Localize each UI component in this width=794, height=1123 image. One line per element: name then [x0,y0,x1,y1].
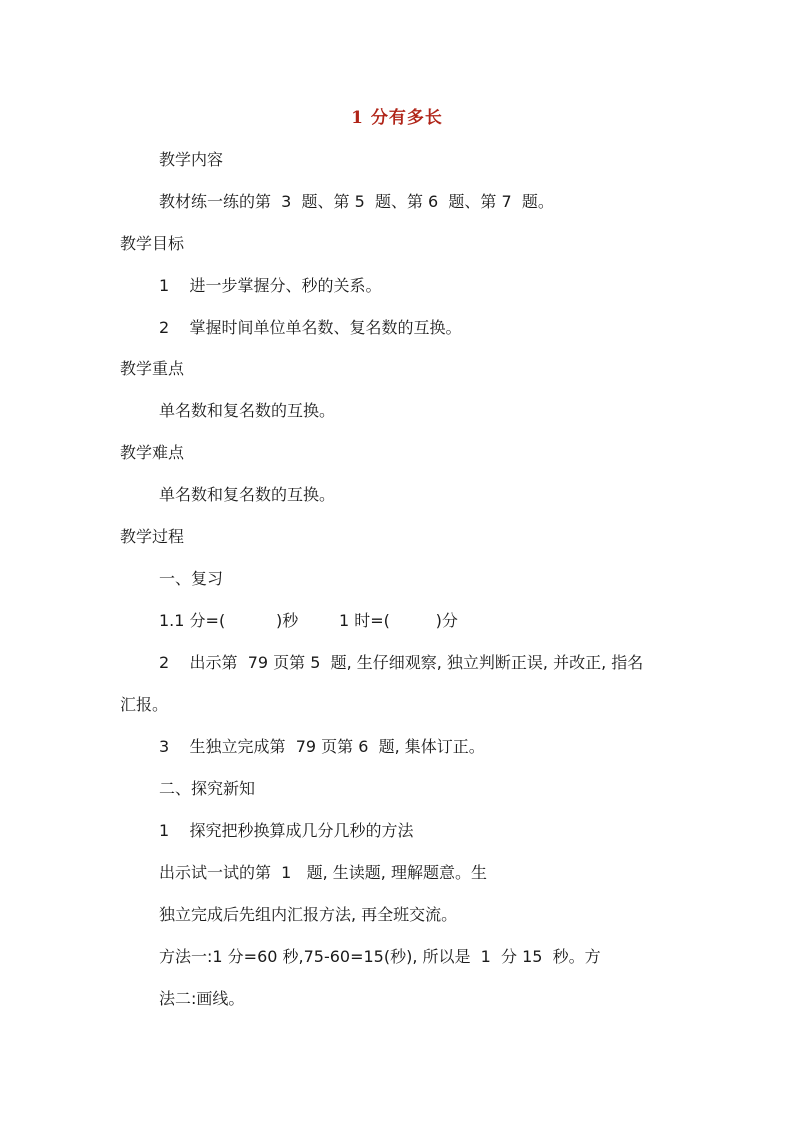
method-two-text: 法二:画线。 [159,989,245,1008]
section-heading-key-points: 教学重点 [120,359,185,378]
explore-text-2: 独立完成后先组内汇报方法, 再全班交流。 [159,905,458,924]
review-item-2-continued: 汇报。 [120,695,169,714]
review-item-2: 2 出示第 79 页第 5 题, 生仔细观察, 独立判断正误, 并改正, 指名 [159,653,644,672]
explore-text-1: 出示试一试的第 1 题, 生读题, 理解题意。生 [159,863,487,882]
key-points-text: 单名数和复名数的互换。 [159,401,336,420]
lesson-title: 1 分有多长 [351,108,443,128]
objective-item-1: 1 进一步掌握分、秒的关系。 [159,276,382,295]
section-heading-objectives: 教学目标 [120,234,185,253]
method-one-text: 方法一:1 分=60 秒,75-60=15(秒), 所以是 1 分 15 秒。方 [159,947,601,966]
review-item-3: 3 生独立完成第 79 页第 6 题, 集体订正。 [159,737,485,756]
section-heading-difficulties: 教学难点 [120,443,185,462]
objective-item-2: 2 掌握时间单位单名数、复名数的互换。 [159,318,462,337]
difficulties-text: 单名数和复名数的互换。 [159,485,336,504]
subheading-review: 一、复习 [159,569,224,588]
subheading-explore: 二、探究新知 [159,779,256,798]
review-item-1: 1.1 分=( )秒 1 时=( )分 [159,611,458,630]
section-heading-content: 教学内容 [159,150,224,169]
explore-item-1: 1 探究把秒换算成几分几秒的方法 [159,821,414,840]
section-heading-process: 教学过程 [120,527,185,546]
content-text: 教材练一练的第 3 题、第 5 题、第 6 题、第 7 题。 [159,192,554,211]
